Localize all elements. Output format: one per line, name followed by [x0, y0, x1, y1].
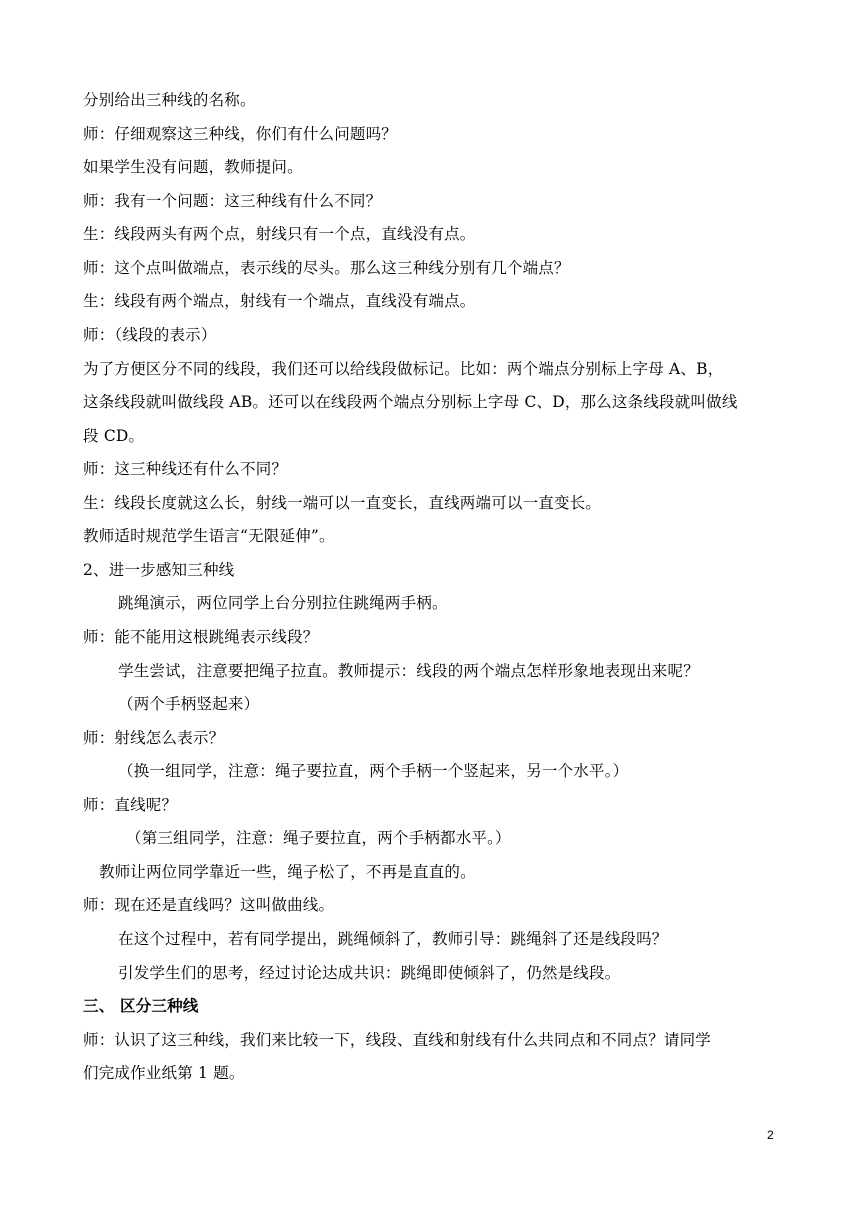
text-line: 生：线段有两个端点，射线有一个端点，直线没有端点。	[83, 292, 476, 310]
text-line: 们完成作业纸第 1 题。	[83, 1064, 245, 1082]
text-line: 师：现在还是直线吗？这叫做曲线。	[83, 896, 335, 914]
text-line: 分别给出三种线的名称。	[83, 91, 256, 109]
text-line: 学生尝试，注意要把绳子拉直。教师提示：线段的两个端点怎样形象地表现出来呢？	[118, 662, 699, 680]
section-heading: 2、进一步感知三种线	[83, 561, 235, 579]
text-line: 引发学生们的思考，经过讨论达成共识：跳绳即使倾斜了，仍然是线段。	[118, 964, 621, 982]
text-line: 师：仔细观察这三种线，你们有什么问题吗？	[83, 125, 398, 143]
text-line: （两个手柄竖起来）	[118, 695, 260, 713]
text-line: 这条线段就叫做线段 AB。还可以在线段两个端点分别标上字母 C、D，那么这条线段就叫做线	[83, 393, 738, 411]
text-line: 师：这三种线还有什么不同？	[83, 460, 288, 478]
section-heading: 三、 区分三种线	[83, 996, 199, 1015]
text-line: 生：线段长度就这么长，射线一端可以一直变长，直线两端可以一直变长。	[83, 494, 602, 512]
text-line: 为了方便区分不同的线段，我们还可以给线段做标记。比如：两个端点分别标上字母 A、B，	[83, 360, 724, 378]
text-line: 师：能不能用这根跳绳表示线段？	[83, 628, 319, 646]
text-line: 师：直线呢？	[83, 796, 178, 814]
text-line: 段 CD。	[83, 427, 145, 445]
text-line: 跳绳演示，两位同学上台分别拉住跳绳两手柄。	[118, 594, 448, 612]
text-line: 师：我有一个问题：这三种线有什么不同？	[83, 192, 382, 210]
text-line: （第三组同学，注意：绳子要拉直，两个手柄都水平。）	[126, 829, 511, 847]
text-line: 师：认识了这三种线，我们来比较一下，线段、直线和射线有什么共同点和不同点？请同学	[83, 1031, 712, 1049]
text-line: 如果学生没有问题，教师提问。	[83, 158, 303, 176]
text-line: 师：这个点叫做端点，表示线的尽头。那么这三种线分别有几个端点？	[83, 259, 570, 277]
text-line: 教师适时规范学生语言“无限延伸”。	[83, 527, 335, 545]
text-line: （换一组同学，注意：绳子要拉直，两个手柄一个竖起来，另一个水平。）	[118, 762, 629, 780]
text-line: 教师让两位同学靠近一些，绳子松了，不再是直直的。	[99, 863, 476, 881]
text-line: 师：（线段的表示）	[83, 326, 217, 344]
text-line: 生：线段两头有两个点，射线只有一个点，直线没有点。	[83, 225, 476, 243]
page-number: 2	[767, 1128, 774, 1142]
text-line: 在这个过程中，若有同学提出，跳绳倾斜了，教师引导：跳绳斜了还是线段吗？	[118, 930, 668, 948]
text-line: 师：射线怎么表示？	[83, 729, 225, 747]
